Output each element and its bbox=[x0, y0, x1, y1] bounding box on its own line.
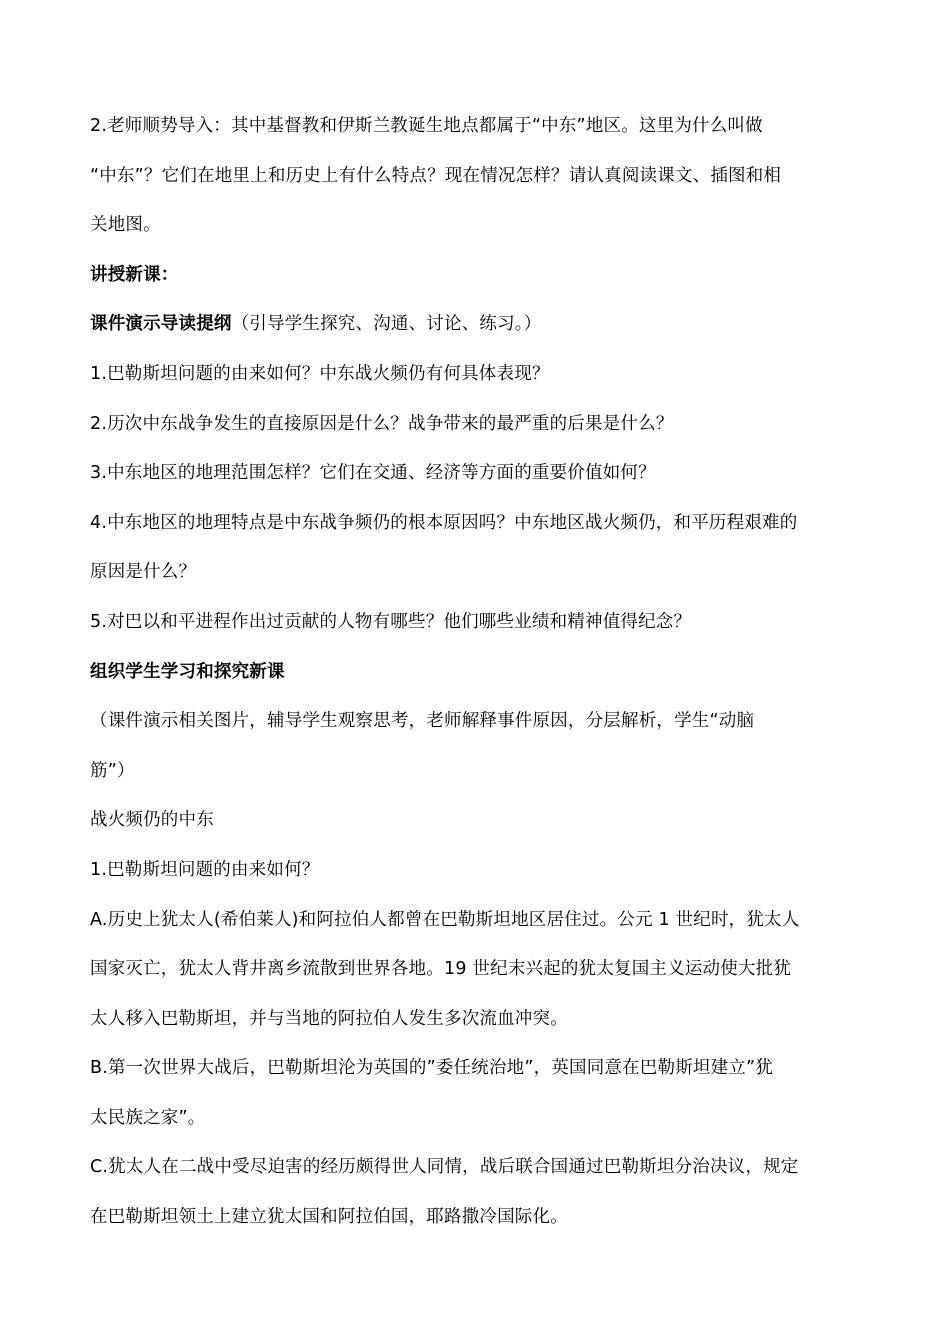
organize-note-line-2: 筋”） bbox=[90, 760, 135, 781]
outline-question-5: 5.对巴以和平进程作出过贡献的人物有哪些？他们哪些业绩和精神值得纪念？ bbox=[90, 611, 692, 632]
section-question-1: 1.巴勒斯坦问题的由来如何？ bbox=[90, 859, 320, 880]
document-page bbox=[90, 102, 860, 1243]
outline-question-1: 1.巴勒斯坦问题的由来如何？中东战火频仍有何具体表现？ bbox=[90, 363, 550, 384]
organize-note-line-1: （课件演示相关图片，辅导学生观察思考，老师解释事件原因，分层解析，学生“动脑 bbox=[90, 711, 755, 732]
organize-heading: 组织学生学习和探究新课 bbox=[90, 661, 285, 682]
new-lesson-heading: 讲授新课： bbox=[90, 264, 179, 285]
intro-line-1: 2.老师顺势导入：其中基督教和伊斯兰教诞生地点都属于“中东”地区。这里为什么叫做 bbox=[90, 116, 763, 136]
answer-c-line-2: 在巴勒斯坦领土上建立犹太国和阿拉伯国，耶路撒冷国际化。 bbox=[90, 1207, 568, 1228]
answer-a-line-2: 国家灭亡，犹太人背井离乡流散到世界各地。19 世纪末兴起的犹太复国主义运动使大批犹 bbox=[90, 959, 792, 980]
intro-line-3: 关地图。 bbox=[90, 215, 161, 236]
outline-question-4-line-2: 原因是什么？ bbox=[90, 562, 197, 583]
section-title: 战火频仍的中东 bbox=[90, 810, 214, 831]
intro-line-2: “中东”？它们在地里上和历史上有什么特点？现在情况怎样？请认真阅读课文、插图和相 bbox=[90, 165, 782, 186]
outline-heading bbox=[90, 300, 860, 350]
outline-question-3: 3.中东地区的地理范围怎样？它们在交通、经济等方面的重要价值如何？ bbox=[90, 463, 656, 484]
answer-a-line-3: 太人移入巴勒斯坦，并与当地的阿拉伯人发生多次流血冲突。 bbox=[90, 1008, 568, 1029]
outline-question-4-line-1: 4.中东地区的地理特点是中东战争频仍的根本原因吗？中东地区战火频仍，和平历程艰难的 bbox=[90, 512, 798, 533]
outline-heading-note: （引导学生探究、沟通、讨论、练习。） bbox=[231, 314, 542, 335]
answer-a-line-1: A.历史上犹太人(希伯莱人)和阿拉伯人都曾在巴勒斯坦地区居住过。公元 1 世纪时，犹太人 bbox=[90, 909, 800, 930]
outline-question-2: 2.历次中东战争发生的直接原因是什么？战争带来的最严重的后果是什么？ bbox=[90, 413, 674, 434]
answer-c-line-1: C.犹太人在二战中受尽迫害的经历颇得世人同情，战后联合国通过巴勒斯坦分治决议，规定 bbox=[90, 1157, 799, 1178]
outline-heading-bold: 课件演示导读提纲 bbox=[90, 314, 232, 335]
answer-b-line-1: B.第一次世界大战后，巴勒斯坦沦为英国的”委任统治地”，英国同意在巴勒斯坦建立”犹 bbox=[90, 1058, 773, 1079]
answer-b-line-2: 太民族之家”。 bbox=[90, 1107, 206, 1128]
